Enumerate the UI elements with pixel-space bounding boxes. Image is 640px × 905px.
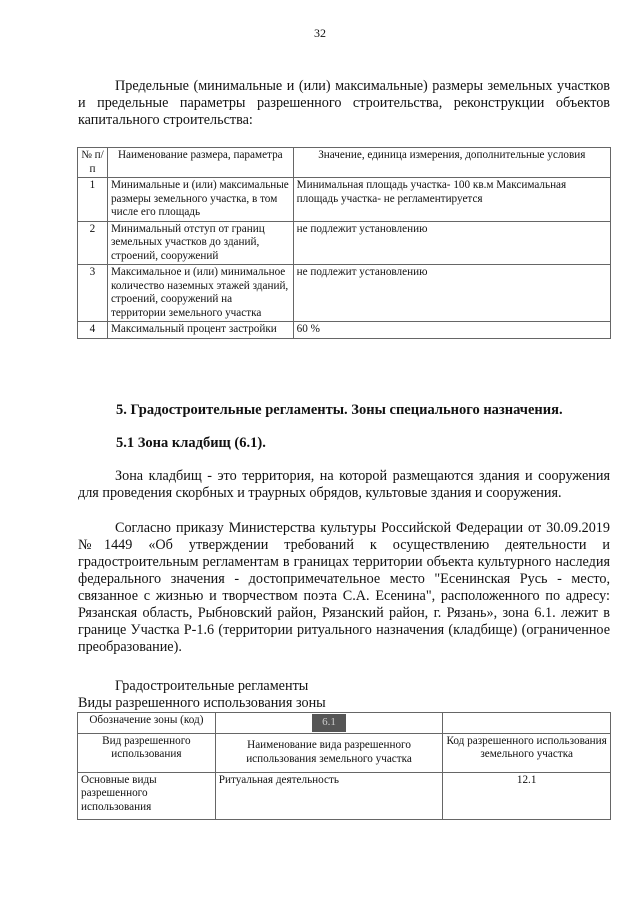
uses-label: Виды разрешенного использования зоны bbox=[78, 695, 326, 711]
uses-table-header bbox=[78, 733, 611, 772]
use-name: Ритуальная деятельность bbox=[215, 772, 443, 819]
params-table-header bbox=[78, 148, 611, 178]
table-row bbox=[78, 178, 611, 222]
table-row bbox=[78, 322, 611, 339]
empty-cell bbox=[443, 713, 611, 734]
header-code: Код разрешенного использования земельного участка bbox=[443, 733, 611, 772]
row-value: не подлежит установлению bbox=[293, 265, 610, 322]
order-paragraph: Согласно приказу Министерства культуры Российской Федерации от 30.09.2019 №1449 «Об утверждении требований к осуществлению деятельности и градостроительным регламентам в границах территории объекта культурного наследия федерального значения - достопримечательное место "Есенинская Русь - место, связанное с жизнью и творчеством поэта С.А. Есенина", расположенного по адресу: Рязанская область, Рыбновский район, Рязанский район, г. Рязань», зона 6.1. лежит в границе Участка Р-1.6 (территории ритуального назначения (кладбище) (ограниченное преобразование). bbox=[78, 520, 610, 655]
row-name: Минимальный отступ от границ земельных участков до зданий, строений, сооружений bbox=[107, 221, 293, 265]
subsection-heading: 5.1 Зона кладбищ (6.1). bbox=[116, 435, 266, 451]
regulations-label: Градостроительные регламенты bbox=[115, 678, 309, 694]
uses-table bbox=[77, 712, 611, 820]
zone-code-cell bbox=[215, 713, 443, 734]
header-value: Значение, единица измерения, дополнительные условия bbox=[293, 148, 610, 178]
header-kind: Вид разрешенного использования bbox=[78, 733, 216, 772]
row-name: Максимальный процент застройки bbox=[107, 322, 293, 339]
use-code: 12.1 bbox=[443, 772, 611, 819]
table-row bbox=[78, 265, 611, 322]
table-row bbox=[78, 772, 611, 819]
table-row bbox=[78, 221, 611, 265]
row-name: Максимальное и (или) минимальное количество наземных этажей зданий, строений, сооружений на территории земельного участка bbox=[107, 265, 293, 322]
page-number: 32 bbox=[314, 26, 326, 40]
row-value: не подлежит установлению bbox=[293, 221, 610, 265]
params-table bbox=[77, 147, 611, 339]
row-num: 4 bbox=[78, 322, 108, 339]
row-name: Минимальные и (или) максимальные размеры земельного участка, в том числе его площадь bbox=[107, 178, 293, 222]
use-kind: Основные виды разрешенного использования bbox=[78, 772, 216, 819]
header-num: № п/п bbox=[78, 148, 108, 178]
header-use-name: Наименование вида разрешенного использования земельного участка bbox=[215, 733, 443, 772]
zone-label: Обозначение зоны (код) bbox=[78, 713, 216, 734]
row-num: 1 bbox=[78, 178, 108, 222]
header-name: Наименование размера, параметра bbox=[107, 148, 293, 178]
zone-description: Зона кладбищ - это территория, на которой размещаются здания и сооружения для проведения скорбных и траурных обрядов, культовые здания и сооружения. bbox=[78, 468, 610, 501]
row-num: 3 bbox=[78, 265, 108, 322]
zone-code: 6.1 bbox=[312, 714, 346, 732]
row-value: Минимальная площадь участка- 100 кв.м Максимальная площадь участка- не регламентируется bbox=[293, 178, 610, 222]
section-heading: 5. Градостроительные регламенты. Зоны специального назначения. bbox=[116, 402, 563, 418]
row-num: 2 bbox=[78, 221, 108, 265]
row-value: 60 % bbox=[293, 322, 610, 339]
zone-row bbox=[78, 713, 611, 734]
intro-paragraph: Предельные (минимальные и (или) максимальные) размеры земельных участков и предельные параметры разрешенного строительства, реконструкции объектов капитального строительства: bbox=[78, 78, 610, 128]
